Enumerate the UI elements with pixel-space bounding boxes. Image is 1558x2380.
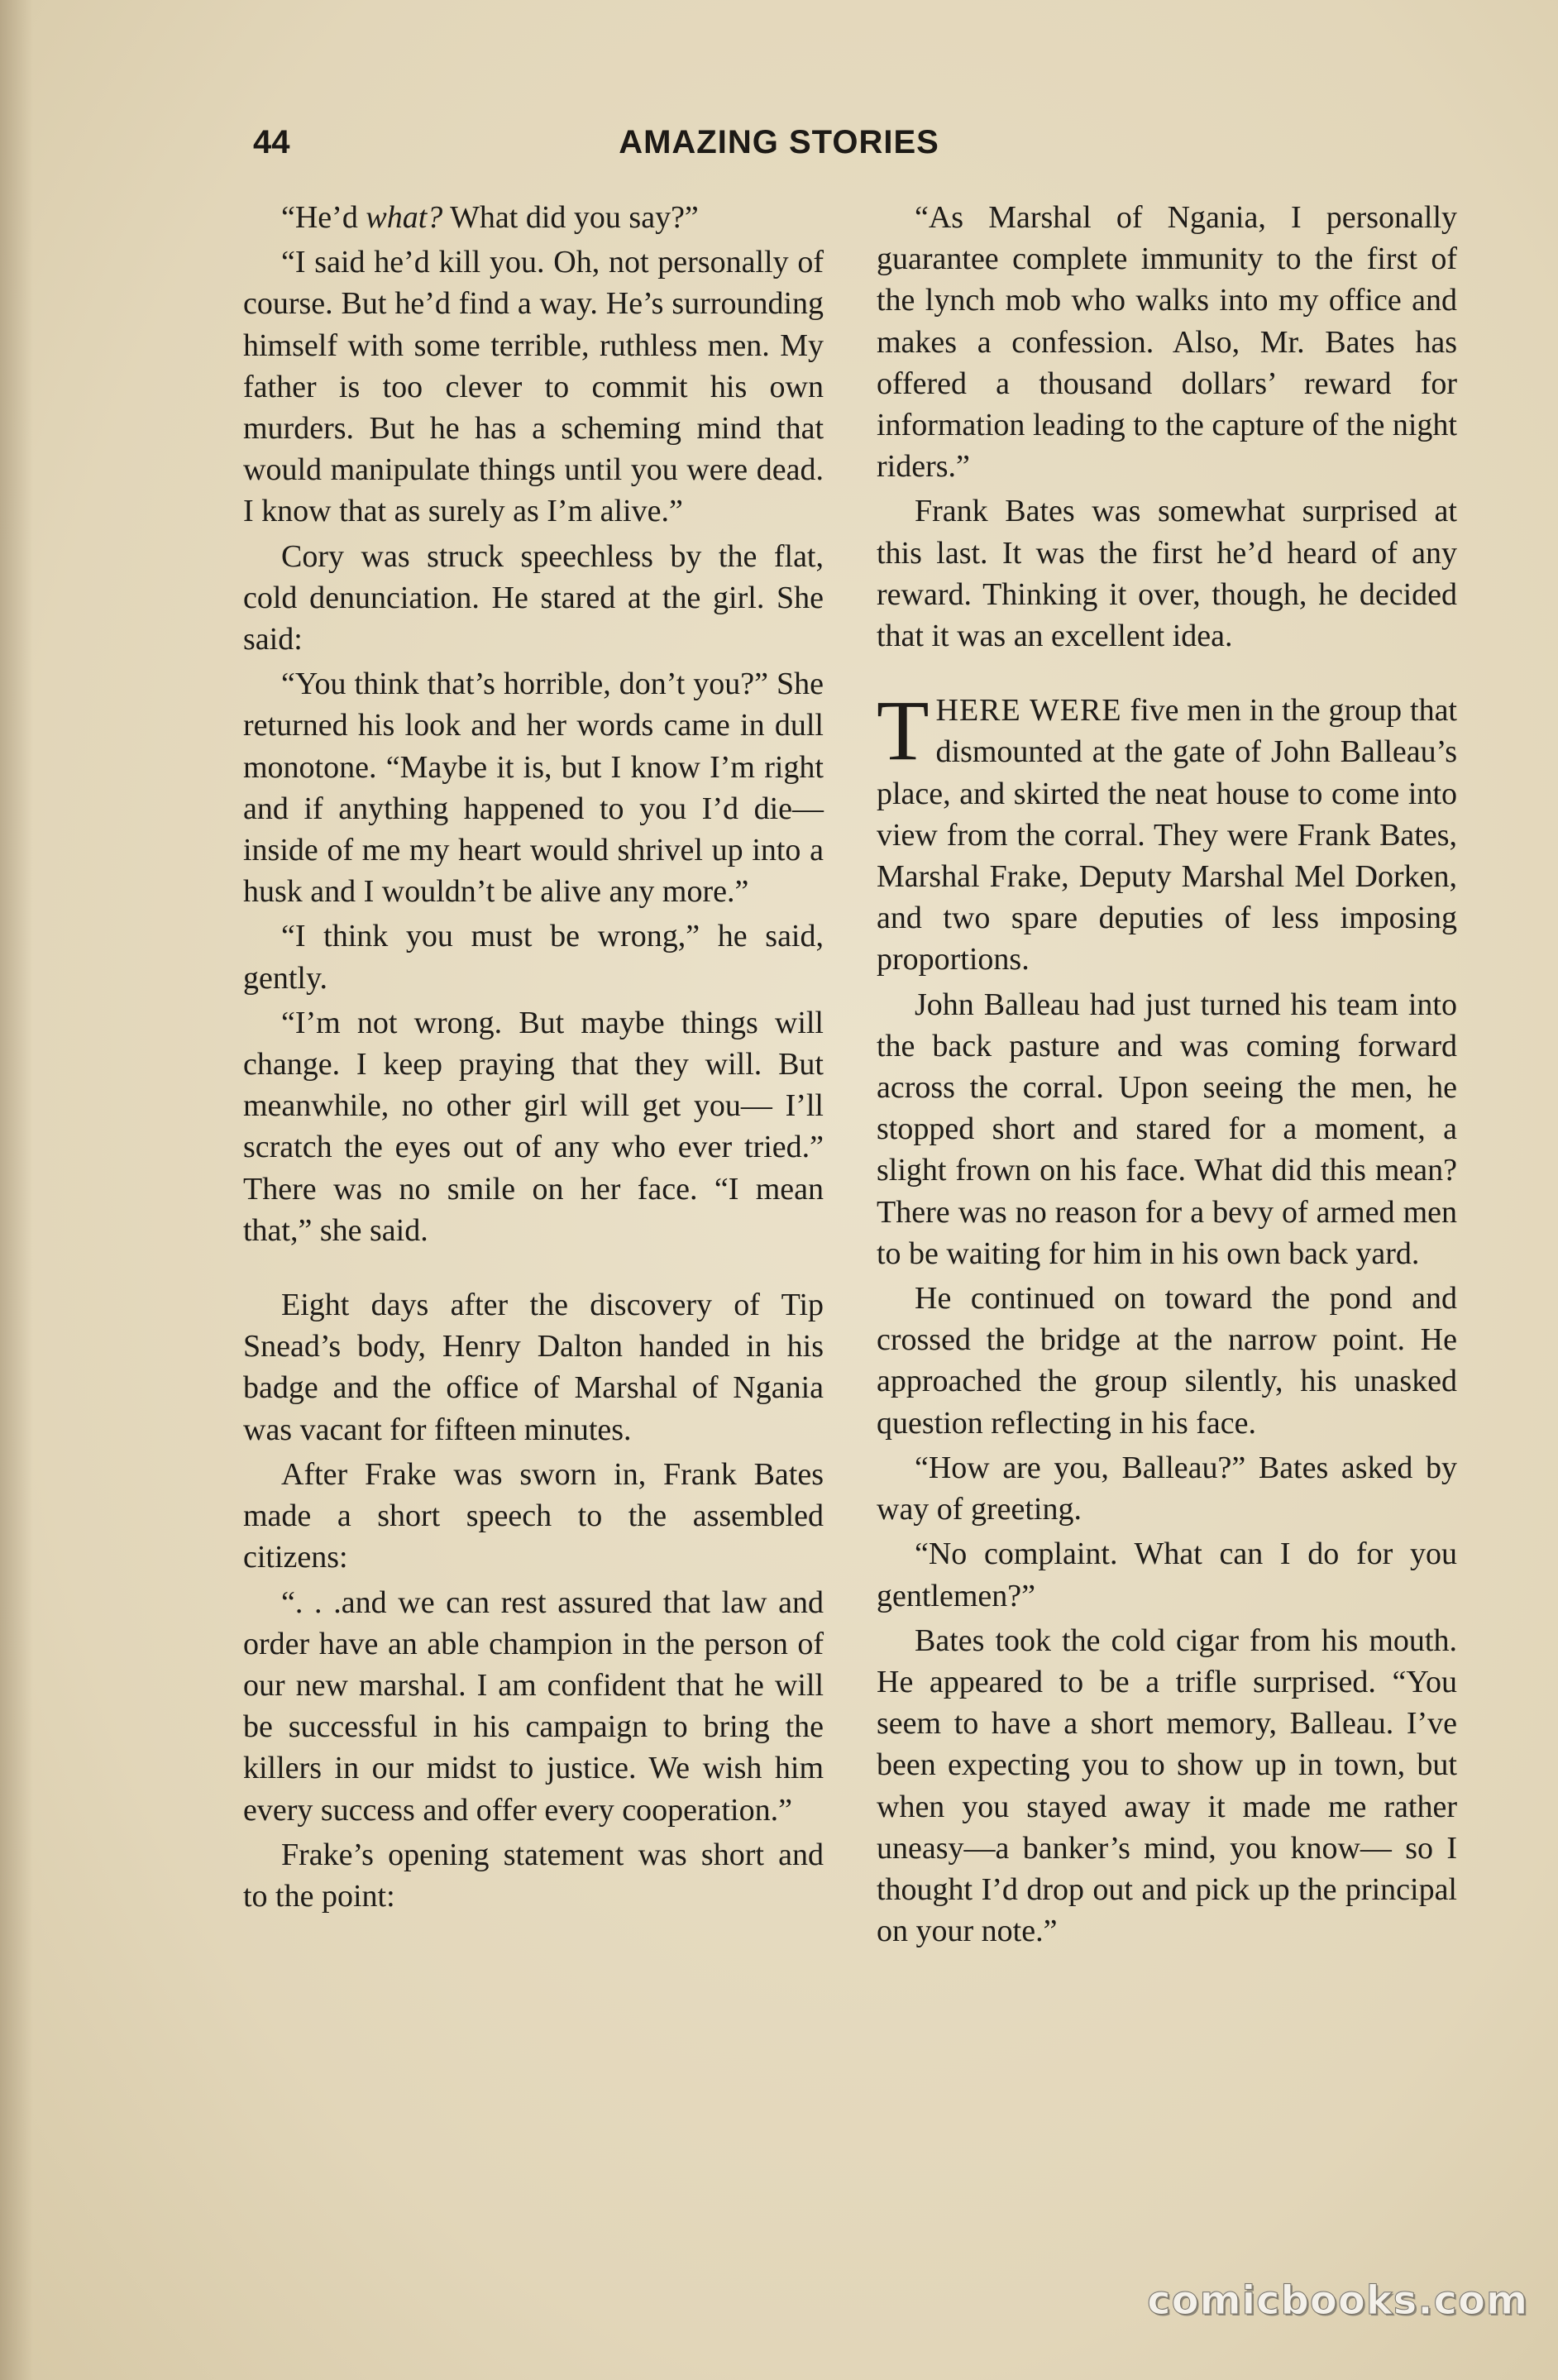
- section-opening-paragraph: THERE WERE five men in the group that dismounted at the gate of John Balleau’s place, and skirted the neat house to come into view from the corral. They were Frank Bates, Marshal Frake, Deputy Marshal Mel Dorken, and two spare deputies of less imposing proportions.: [877, 683, 1457, 977]
- left-column: [243, 197, 824, 2239]
- paragraph: Cory was struck speechless by the flat, cold denunciation. He stared at the girl. She said:: [243, 538, 824, 657]
- watermark-text: comicbooks.com: [1147, 2277, 1528, 2324]
- paragraph: “I think you must be wrong,” he said, gently.: [243, 919, 824, 996]
- paragraph: “I said he’d kill you. Oh, not personally of course. But he’d find a way. He’s surrounding himself with some terrible, ruthless men. My father is too clever to commit his own murders. But he has a scheming mind that would manipulate things until you were dead. I know that as surely as I’m alive.”: [243, 245, 824, 529]
- running-title: AMAZING STORIES: [619, 124, 939, 160]
- paragraph: “. . .and we can rest assured that law and order have an able champion in the person of our new marshal. I am confident that he will be successful in his campaign to bring the killers in our midst to justice. We wish him every success and offer every cooperation.”: [243, 1584, 824, 1828]
- page-header: [0, 124, 1558, 174]
- drop-cap: T: [877, 683, 930, 779]
- page-number: 44: [253, 124, 290, 160]
- paragraph: Bates took the cold cigar from his mouth. He appeared to be a trifle surprised. “You seem to have a short memory, Balleau. I’ve been expecting you to show up in town, but when you stayed away it made me rather uneasy—a banker’s mind, you know— so I thought I’d drop out and pick up the principal on your note.”: [877, 1623, 1457, 1949]
- paragraph: Eight days after the discovery of Tip Snead’s body, Henry Dalton handed in his badge and the office of Marshal of Ngania was vacant for fifteen minutes.: [243, 1288, 824, 1447]
- paragraph: “I’m not wrong. But maybe things will change. I keep praying that they will. But meanwhile, no other girl will get you— I’ll scratch the eyes out of any who ever tried.” There was no smile on her face. “I mean that,” she said.: [243, 1005, 824, 1248]
- paragraph: “As Marshal of Ngania, I personally guarantee complete immunity to the first of the lynch mob who walks into my office and makes a confession. Also, Mr. Bates has offered a thousand dollars’ reward for information leading to the capture of the night riders.”: [877, 200, 1457, 485]
- paragraph: Frank Bates was somewhat surprised at this last. It was the first he’d heard of any reward. Thinking it over, though, he decided that it was an excellent idea.: [877, 494, 1457, 654]
- right-column: [877, 197, 1457, 2239]
- paragraph: “No complaint. What can I do for you gentlemen?”: [877, 1536, 1457, 1613]
- italic-word: what?: [366, 200, 443, 235]
- paragraph: “How are you, Balleau?” Bates asked by way of greeting.: [877, 1450, 1457, 1527]
- paragraph: Frake’s opening statement was short and to the point:: [243, 1837, 824, 1914]
- paragraph: He continued on toward the pond and crossed the bridge at the narrow point. He approached the group silently, his unasked question reflecting in his face.: [877, 1281, 1457, 1441]
- paragraph: After Frake was sworn in, Frank Bates made a short speech to the assembled citizens:: [243, 1456, 824, 1575]
- paragraph: “He’d what? What did you say?”: [281, 200, 699, 235]
- paragraph: John Balleau had just turned his team into the back pasture and was coming forward across the corral. Upon seeing the men, he stopped short and stared for a moment, a slight frown on his face. What did this mean? There was no reason for a bevy of armed men to be waiting for him in his own back yard.: [877, 987, 1457, 1271]
- small-caps-lead: HERE WERE: [935, 693, 1122, 729]
- paragraph: “You think that’s horrible, don’t you?” She returned his look and her words came in dull monotone. “Maybe it is, but I know I’m right and if anything happened to you I’d die—inside of me my heart would shrivel up into a husk and I wouldn’t be alive any more.”: [243, 667, 824, 910]
